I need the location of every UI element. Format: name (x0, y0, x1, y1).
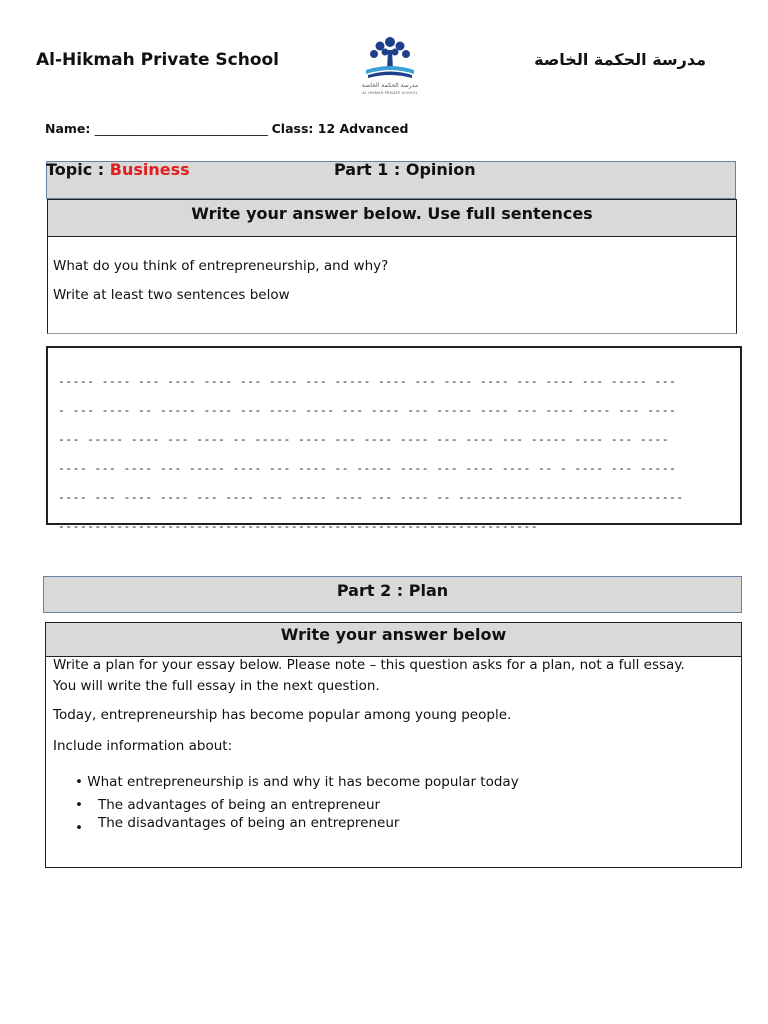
part1-hint: Write at least two sentences below (53, 287, 290, 303)
part1-question: What do you think of entrepreneurship, and why? (53, 258, 389, 274)
part2-intro-line2: You will write the full essay in the next question. (53, 678, 380, 694)
bullet-icon: • (75, 797, 83, 813)
bullet-text: What entrepreneurship is and why it has become popular today (87, 774, 519, 790)
bullet-icon: • (75, 774, 88, 790)
answer-line: ---- --- ---- --- ----- ---- --- ---- -- ----- ---- --- ---- ---- -- - ---- --- ----- (58, 461, 677, 475)
part2-title: Part 2 : Plan (336, 581, 449, 600)
topic-value: Business (109, 160, 190, 179)
answer-line: ----- ---- --- ---- ---- --- ---- --- ----- ---- --- ---- ---- --- ---- --- ----- --- (58, 374, 677, 388)
class-label: Class: 12 Advanced (271, 121, 409, 136)
topic-label: Topic : (46, 160, 105, 179)
topic-heading (46, 160, 190, 179)
answer-line: ---- --- ---- ---- --- ---- --- ----- ---- --- ---- -- ------------------------------- (58, 490, 684, 504)
part2-intro-line1: Write a plan for your essay below. Please note – this question asks for a plan, not a full essay. (53, 657, 685, 673)
part2-intro (53, 655, 685, 697)
bullet-text: The advantages of being an entrepreneur (97, 797, 381, 813)
answer-line: --- ----- ---- --- ---- -- ----- ---- --- ---- ---- --- ---- --- ----- ---- --- ---- (58, 432, 669, 446)
school-name-en: Al-Hikmah Private School (36, 50, 280, 70)
bullet-item (75, 797, 380, 813)
logo-caption-ar: مدرسة الحكمة الخاصة (361, 82, 419, 89)
bullet-icon: • (75, 820, 83, 836)
bullet-item (75, 774, 519, 790)
student-info-row (45, 121, 408, 136)
part2-instruction: Write your answer below (45, 622, 742, 657)
part2-include-label: Include information about: (53, 738, 233, 754)
part1-instruction: Write your answer below. Use full sentences (47, 199, 737, 237)
answer-line: - --- ---- -- ----- ---- --- ---- ---- --- ---- --- ----- ---- --- ---- ---- --- ---- (58, 403, 677, 417)
logo-caption-en: AL HIKMAH PRIVATE SCHOOL (362, 91, 418, 95)
part1-question-box (47, 236, 737, 334)
answer-line: ------------------------------------------------------------------ (58, 519, 539, 533)
part1-title: Part 1 : Opinion (334, 160, 476, 179)
name-blank-field[interactable]: ______________________________ (94, 121, 268, 136)
school-name-ar: مدرسة الحكمة الخاصة (534, 50, 706, 69)
part2-statement: Today, entrepreneurship has become popular among young people. (53, 707, 512, 723)
name-label: Name: (45, 121, 91, 136)
bullet-text: The disadvantages of being an entrepreneur (97, 815, 400, 831)
bullet-item (75, 815, 400, 836)
